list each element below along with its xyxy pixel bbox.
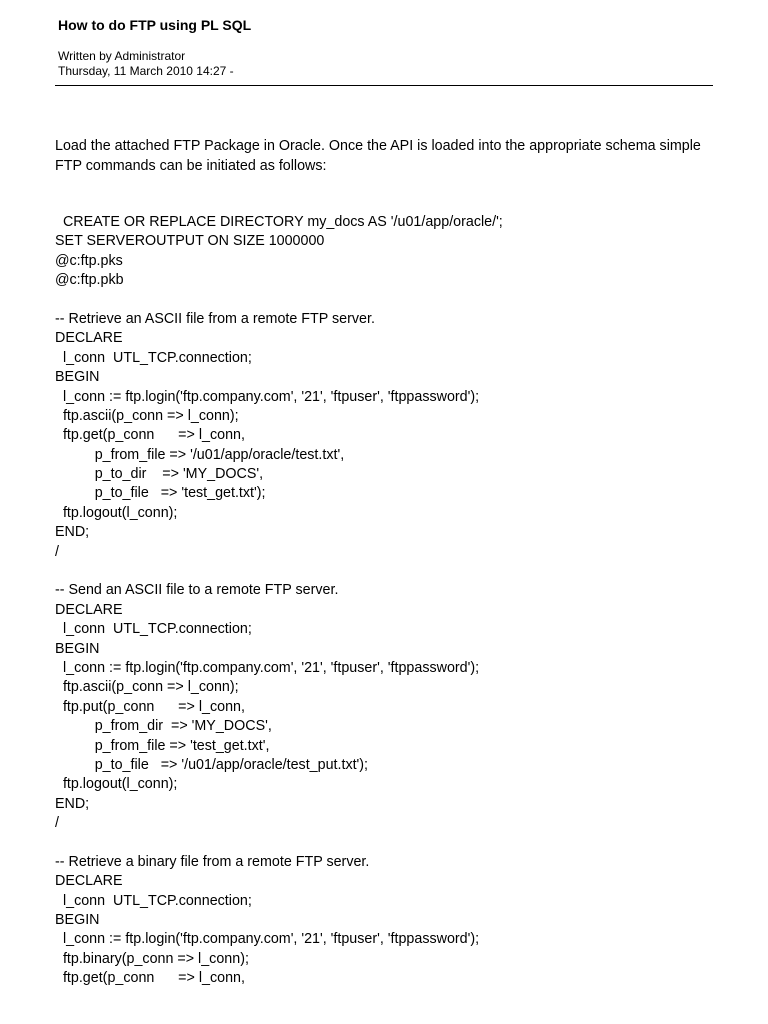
code-line: END; xyxy=(55,795,90,812)
code-line: ftp.get(p_conn => l_conn, xyxy=(55,970,245,987)
code-line: ftp.ascii(p_conn => l_conn); xyxy=(55,407,239,424)
code-line: END; xyxy=(55,524,90,541)
code-line: BEGIN xyxy=(55,640,100,657)
code-block xyxy=(55,213,735,989)
code-line: BEGIN xyxy=(55,912,100,929)
author-line: Written by Administrator xyxy=(58,49,186,63)
code-line xyxy=(55,291,735,310)
code-line: DECLARE xyxy=(55,330,123,347)
code-line: DECLARE xyxy=(55,873,123,890)
code-line: @c:ftp.pkb xyxy=(55,272,124,289)
code-line: -- Retrieve a binary file from a remote FTP server. xyxy=(55,853,370,870)
date-line: Thursday, 11 March 2010 14:27 - xyxy=(58,64,234,78)
code-line: l_conn := ftp.login('ftp.company.com', '21', 'ftpuser', 'ftppassword'); xyxy=(55,931,480,948)
code-line: l_conn := ftp.login('ftp.company.com', '21', 'ftpuser', 'ftppassword'); xyxy=(55,388,480,405)
header-divider xyxy=(55,85,713,86)
code-line: ftp.put(p_conn => l_conn, xyxy=(55,698,245,715)
code-line: DECLARE xyxy=(55,601,123,618)
code-line: l_conn UTL_TCP.connection; xyxy=(55,621,252,638)
code-line: p_to_file => '/u01/app/oracle/test_put.txt'); xyxy=(55,756,369,773)
code-line: ftp.ascii(p_conn => l_conn); xyxy=(55,679,239,696)
code-line: l_conn UTL_TCP.connection; xyxy=(55,349,252,366)
code-line: p_from_dir => 'MY_DOCS', xyxy=(55,718,272,735)
code-line: p_from_file => '/u01/app/oracle/test.txt', xyxy=(55,446,345,463)
code-line: p_from_file => 'test_get.txt', xyxy=(55,737,270,754)
code-line: -- Send an ASCII file to a remote FTP server. xyxy=(55,582,339,599)
code-line: p_to_file => 'test_get.txt'); xyxy=(55,485,266,502)
code-line: / xyxy=(55,815,59,832)
code-line: l_conn := ftp.login('ftp.company.com', '21', 'ftpuser', 'ftppassword'); xyxy=(55,659,480,676)
code-line: @c:ftp.pks xyxy=(55,252,123,269)
intro-paragraph: Load the attached FTP Package in Oracle. Once the API is loaded into the appropriate schema simple FTP commands can be initiated as follows: xyxy=(55,138,701,174)
code-line: ftp.binary(p_conn => l_conn); xyxy=(55,950,249,967)
code-line: CREATE OR REPLACE DIRECTORY my_docs AS '/u01/app/oracle/'; xyxy=(55,214,503,230)
code-line: SET SERVEROUTPUT ON SIZE 1000000 xyxy=(55,233,325,250)
code-line: p_to_dir => 'MY_DOCS', xyxy=(55,466,264,483)
code-line: ftp.logout(l_conn); xyxy=(55,776,178,793)
code-line: l_conn UTL_TCP.connection; xyxy=(55,892,252,909)
code-line: / xyxy=(55,543,59,560)
code-line: ftp.logout(l_conn); xyxy=(55,504,178,521)
code-line: BEGIN xyxy=(55,369,100,386)
article-meta xyxy=(58,49,234,79)
code-line xyxy=(55,562,735,581)
code-line xyxy=(55,834,735,853)
code-line: ftp.get(p_conn => l_conn, xyxy=(55,427,245,444)
page-title: How to do FTP using PL SQL xyxy=(58,17,252,33)
code-line: -- Retrieve an ASCII file from a remote FTP server. xyxy=(55,310,375,327)
